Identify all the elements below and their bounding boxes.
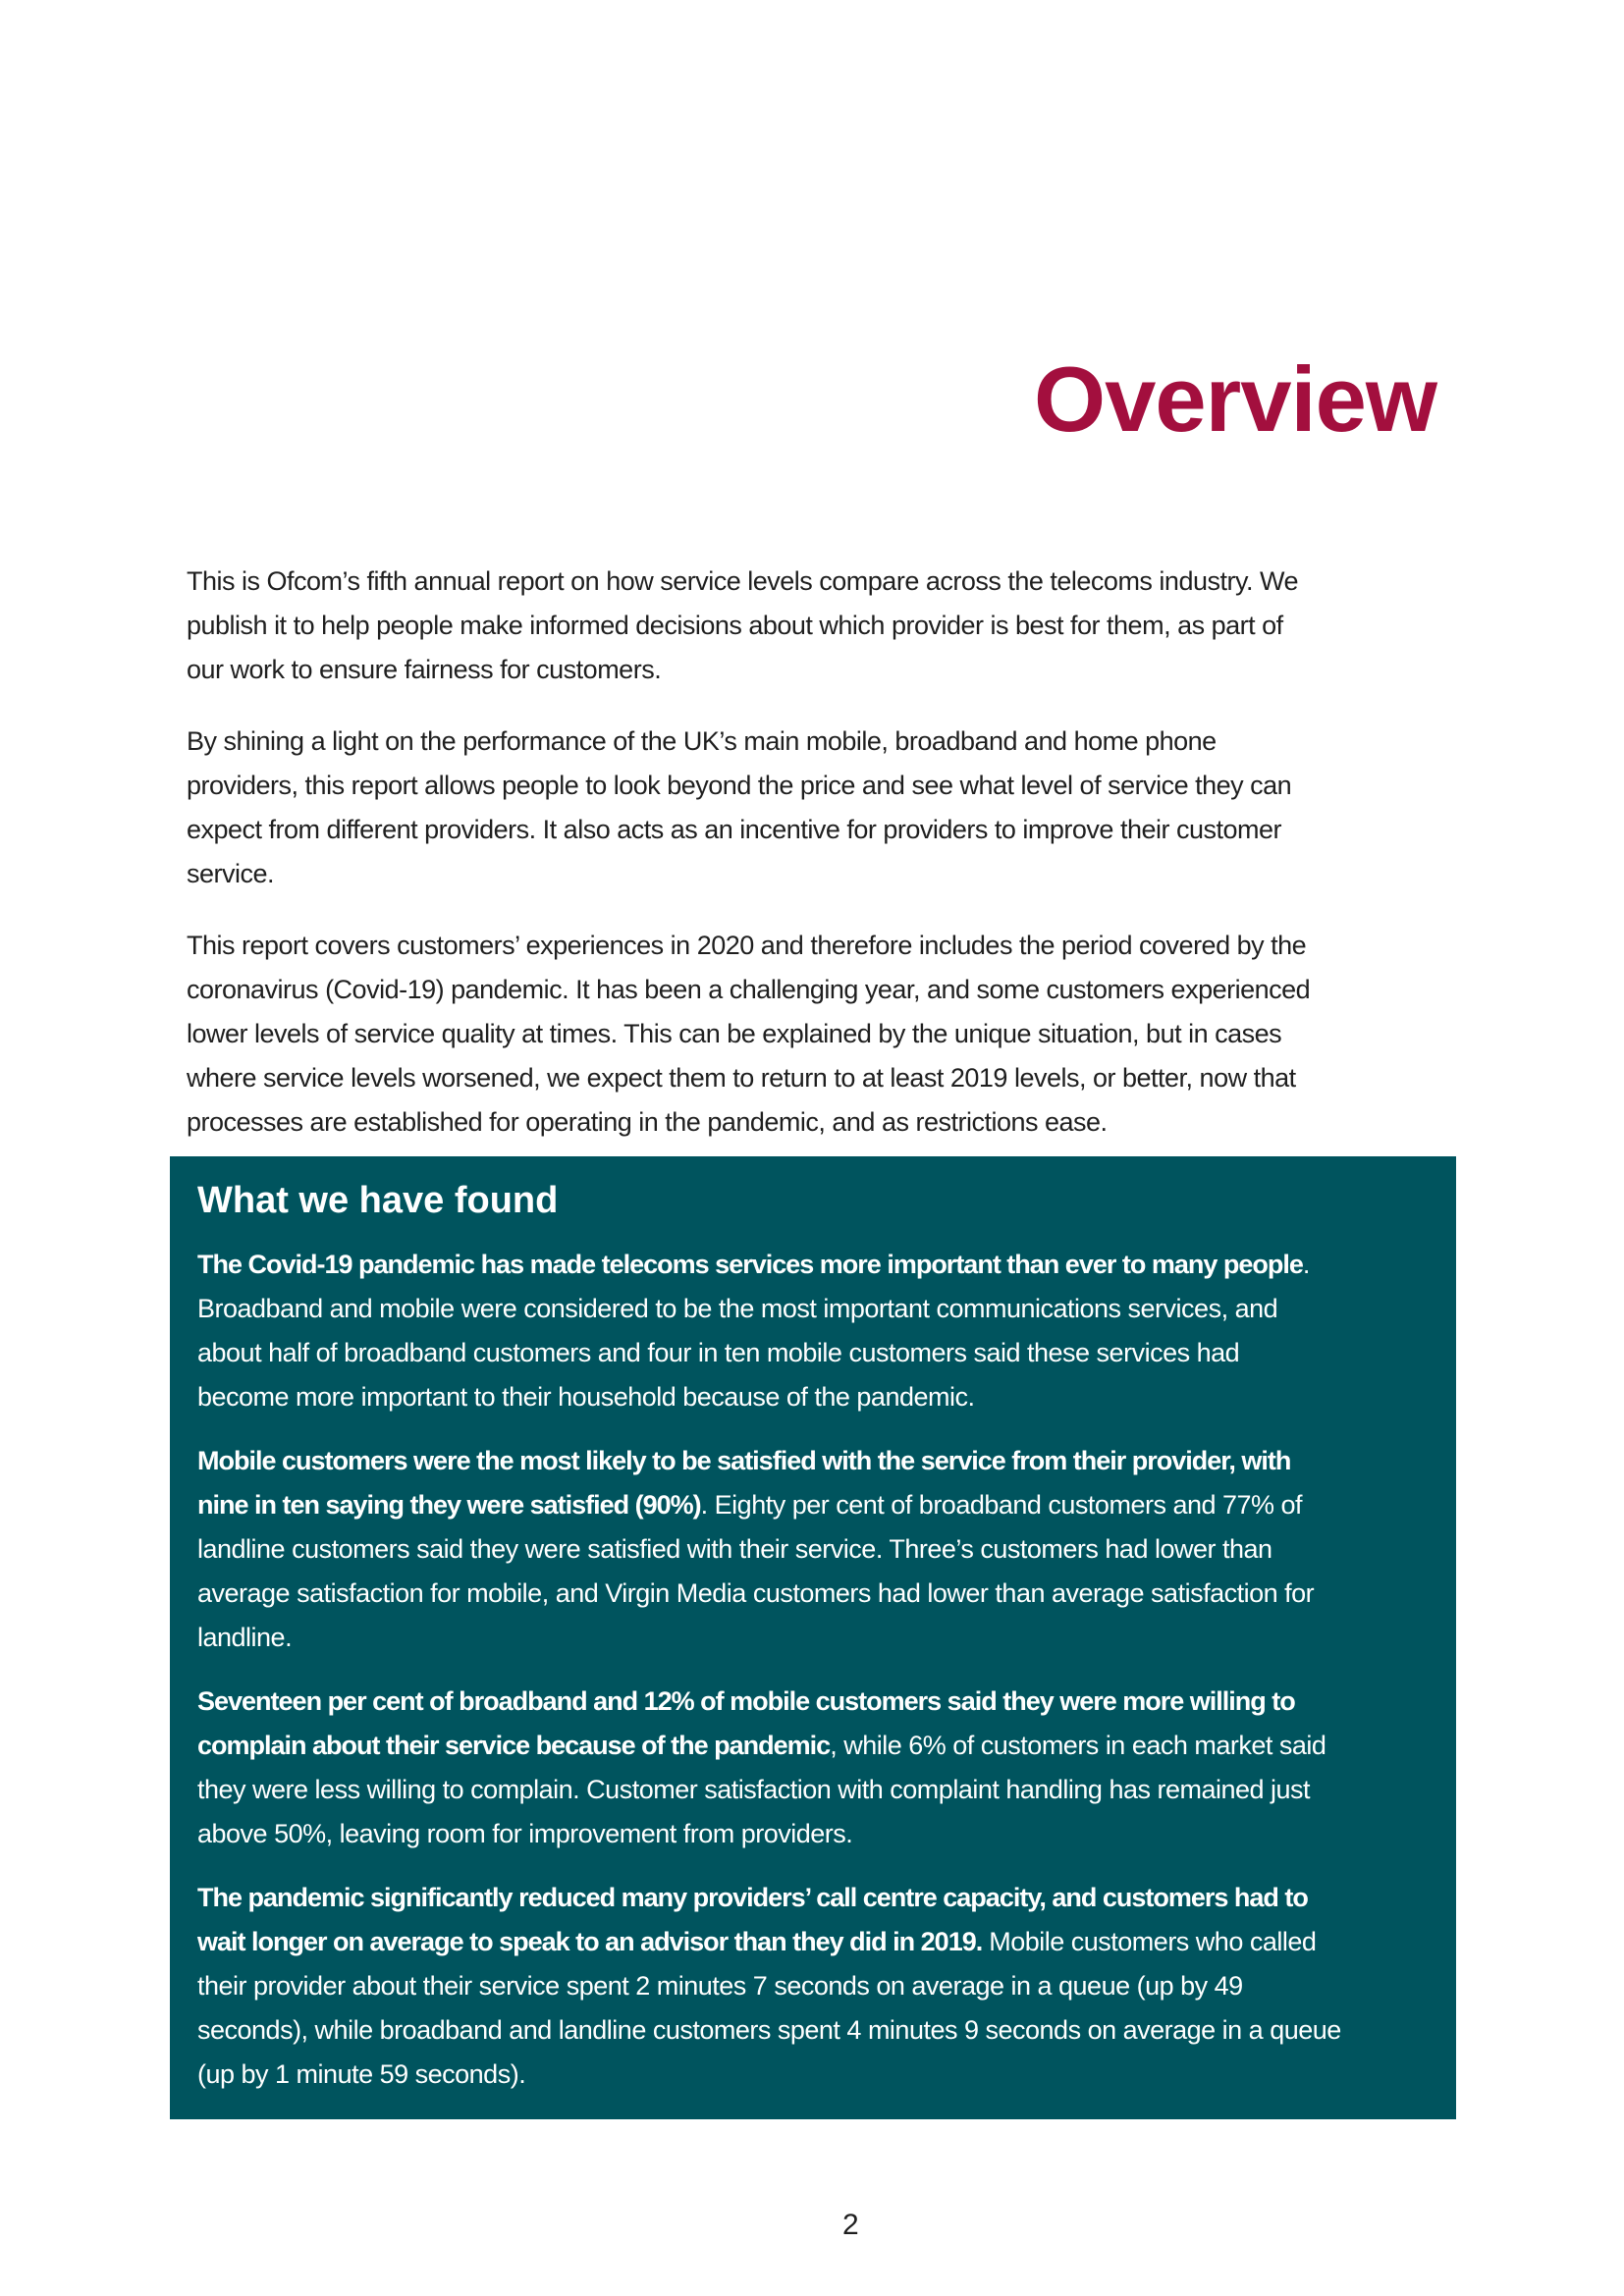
intro-paragraph-2: By shining a light on the performance of the UK’s main mobile, broadband and home phone providers, this report allows people to look beyond the price and see what level of service they can expect from different providers. It also acts as an incentive for providers to improve their customer service. bbox=[187, 726, 1292, 888]
findings-paragraph-4: The pandemic significantly reduced many providers’ call centre capacity, and customers had to wait longer on average to speak to an advisor than they did in 2019. Mobile customers who called their provider about their service spent 2 minutes 7 seconds on average in a queue (up by 49 seconds), while broadband and landline customers spent 4 minutes 9 seconds on average in a queue (up by 1 minute 59 seconds). bbox=[197, 1883, 1341, 2089]
findings-heading: What we have found bbox=[197, 1180, 559, 1221]
page-title: Overview bbox=[1033, 347, 1436, 451]
findings-paragraph-3: Seventeen per cent of broadband and 12% of mobile customers said they were more willing to complain about their service because of the pandemic, while 6% of customers in each market said they were less willing to complain. Customer satisfaction with complaint handling has remained just above 50%, leaving room for improvement from providers. bbox=[197, 1686, 1326, 1848]
findings-box bbox=[170, 1156, 1456, 2119]
page-number: 2 bbox=[842, 2209, 859, 2241]
findings-paragraph-1: The Covid-19 pandemic has made telecoms services more important than ever to many people. Broadband and mobile were considered to be the most important communications services, and about half of broadband customers and four in ten mobile customers said these services had become more important to their household because of the pandemic. bbox=[197, 1250, 1310, 1412]
intro-paragraph-3: This report covers customers’ experiences in 2020 and therefore includes the period covered by the coronavirus (Covid-19) pandemic. It has been a challenging year, and some customers experienced lower levels of service quality at times. This can be explained by the unique situation, but in cases where service levels worsened, we expect them to return to at least 2019 levels, or better, now that processes are established for operating in the pandemic, and as restrictions ease. bbox=[187, 931, 1311, 1137]
findings-paragraph-2: Mobile customers were the most likely to be satisfied with the service from their provider, with nine in ten saying they were satisfied (90%). Eighty per cent of broadband customers and 77% of landline customers said they were satisfied with their service. Three’s customers had lower than average satisfaction for mobile, and Virgin Media customers had lower than average satisfaction for landline. bbox=[197, 1446, 1315, 1652]
intro-section bbox=[187, 560, 1463, 1172]
intro-paragraph-1: This is Ofcom’s fifth annual report on how service levels compare across the telecoms industry. We publish it to help people make informed decisions about which provider is best for them, as part of our work to ensure fairness for customers. bbox=[187, 566, 1298, 684]
